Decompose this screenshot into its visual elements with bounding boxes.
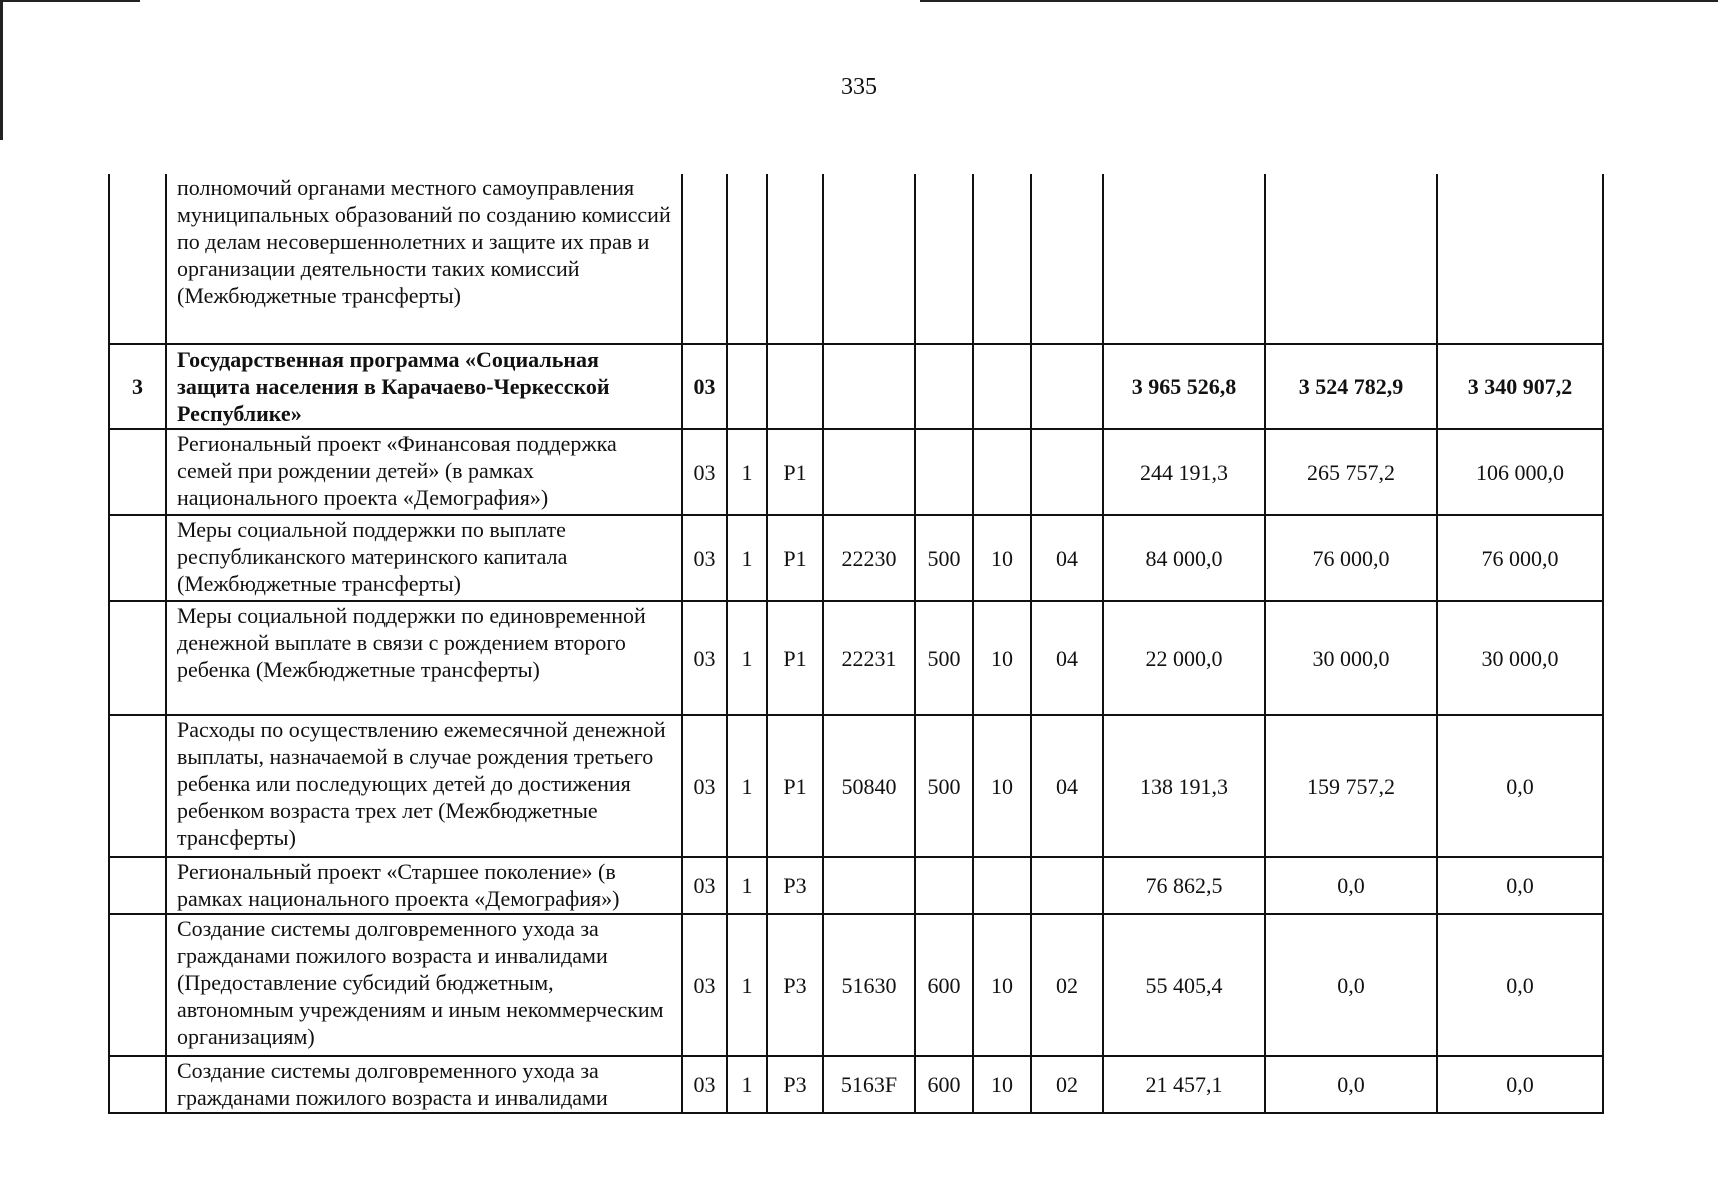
- row-code-c1: [682, 174, 727, 344]
- row-amount-v2: 30 000,0: [1265, 601, 1437, 715]
- row-number: [109, 715, 166, 857]
- row-code-c6: 10: [973, 515, 1031, 601]
- row-code-c6: 10: [973, 914, 1031, 1056]
- row-code-c1: 03: [682, 601, 727, 715]
- row-code-c4: [823, 344, 915, 429]
- row-amount-v2: 0,0: [1265, 857, 1437, 914]
- table-row: [109, 1056, 1603, 1113]
- row-code-c5: [915, 429, 973, 515]
- row-code-c4: 22230: [823, 515, 915, 601]
- row-amount-v2: [1265, 174, 1437, 344]
- row-amount-v3: 0,0: [1437, 914, 1603, 1056]
- row-code-c7: [1031, 174, 1103, 344]
- row-code-c3: [767, 174, 823, 344]
- row-number: [109, 174, 166, 344]
- row-description: полномочий органами местного самоуправления муниципальных образований по созданию комиссий по делам несовершеннолетних и защите их прав и организации деятельности таких комиссий (Межбюджетные трансферты): [166, 174, 682, 344]
- row-amount-v3: 76 000,0: [1437, 515, 1603, 601]
- row-code-c2: [727, 344, 767, 429]
- table-row: [109, 857, 1603, 914]
- row-code-c4: [823, 429, 915, 515]
- row-code-c5: 500: [915, 515, 973, 601]
- row-amount-v2: 0,0: [1265, 914, 1437, 1056]
- row-code-c1: 03: [682, 1056, 727, 1113]
- row-description: Создание системы долговременного ухода за гражданами пожилого возраста и инвалидами: [166, 1056, 682, 1113]
- row-code-c6: [973, 344, 1031, 429]
- row-code-c5: [915, 857, 973, 914]
- row-code-c3: P3: [767, 1056, 823, 1113]
- row-code-c6: [973, 429, 1031, 515]
- row-code-c5: 600: [915, 1056, 973, 1113]
- row-code-c2: 1: [727, 914, 767, 1056]
- row-code-c5: [915, 174, 973, 344]
- row-amount-v3: 0,0: [1437, 1056, 1603, 1113]
- page-number: 335: [841, 74, 877, 100]
- row-amount-v3: 106 000,0: [1437, 429, 1603, 515]
- row-code-c7: [1031, 429, 1103, 515]
- table-body: [109, 174, 1603, 1113]
- row-code-c4: 5163F: [823, 1056, 915, 1113]
- row-amount-v1: 55 405,4: [1103, 914, 1265, 1056]
- row-code-c5: 500: [915, 601, 973, 715]
- row-code-c1: 03: [682, 515, 727, 601]
- row-code-c3: P3: [767, 914, 823, 1056]
- row-amount-v1: 76 862,5: [1103, 857, 1265, 914]
- row-code-c1: 03: [682, 914, 727, 1056]
- row-amount-v2: 3 524 782,9: [1265, 344, 1437, 429]
- row-code-c5: 600: [915, 914, 973, 1056]
- row-number: [109, 515, 166, 601]
- row-code-c3: P3: [767, 857, 823, 914]
- row-code-c5: 500: [915, 715, 973, 857]
- row-description: Меры социальной поддержки по выплате республиканского материнского капитала (Межбюджетные трансферты): [166, 515, 682, 601]
- table-row: [109, 914, 1603, 1056]
- row-number: [109, 429, 166, 515]
- row-code-c1: 03: [682, 857, 727, 914]
- row-amount-v2: 0,0: [1265, 1056, 1437, 1113]
- table-row: [109, 715, 1603, 857]
- table-row: [109, 601, 1603, 715]
- row-code-c3: P1: [767, 429, 823, 515]
- row-code-c7: 04: [1031, 601, 1103, 715]
- row-amount-v1: 84 000,0: [1103, 515, 1265, 601]
- row-amount-v1: 21 457,1: [1103, 1056, 1265, 1113]
- row-code-c7: 04: [1031, 715, 1103, 857]
- table-row: [109, 429, 1603, 515]
- row-code-c7: [1031, 857, 1103, 914]
- row-amount-v1: 3 965 526,8: [1103, 344, 1265, 429]
- row-number: [109, 857, 166, 914]
- row-amount-v3: 3 340 907,2: [1437, 344, 1603, 429]
- row-code-c7: 04: [1031, 515, 1103, 601]
- row-amount-v3: 30 000,0: [1437, 601, 1603, 715]
- table-row: [109, 344, 1603, 429]
- row-number: [109, 1056, 166, 1113]
- row-code-c6: 10: [973, 1056, 1031, 1113]
- row-amount-v2: 76 000,0: [1265, 515, 1437, 601]
- row-code-c6: [973, 857, 1031, 914]
- row-code-c4: 50840: [823, 715, 915, 857]
- row-amount-v1: 244 191,3: [1103, 429, 1265, 515]
- row-code-c4: [823, 174, 915, 344]
- row-code-c3: P1: [767, 715, 823, 857]
- row-code-c5: [915, 344, 973, 429]
- row-amount-v2: 159 757,2: [1265, 715, 1437, 857]
- row-code-c2: [727, 174, 767, 344]
- row-code-c1: 03: [682, 344, 727, 429]
- row-code-c6: 10: [973, 601, 1031, 715]
- row-code-c2: 1: [727, 429, 767, 515]
- scan-edge-left: [0, 0, 3, 140]
- row-number: [109, 914, 166, 1056]
- row-code-c2: 1: [727, 1056, 767, 1113]
- row-description: Меры социальной поддержки по единовременной денежной выплате в связи с рождением второго ребенка (Межбюджетные трансферты): [166, 601, 682, 715]
- row-amount-v3: 0,0: [1437, 715, 1603, 857]
- row-code-c3: [767, 344, 823, 429]
- row-number: [109, 601, 166, 715]
- row-code-c3: P1: [767, 515, 823, 601]
- row-description: Региональный проект «Старшее поколение» (в рамках национального проекта «Демография»): [166, 857, 682, 914]
- row-amount-v3: [1437, 174, 1603, 344]
- row-code-c2: 1: [727, 601, 767, 715]
- scan-edge-top-left: [0, 0, 140, 2]
- table-row: [109, 515, 1603, 601]
- row-amount-v1: [1103, 174, 1265, 344]
- row-code-c1: 03: [682, 429, 727, 515]
- budget-table: [108, 174, 1604, 1114]
- row-description: Создание системы долговременного ухода за гражданами пожилого возраста и инвалидами (Предоставление субсидий бюджетным, автономным учреждениям и иным некоммерческим организациям): [166, 914, 682, 1056]
- row-amount-v1: 138 191,3: [1103, 715, 1265, 857]
- row-code-c2: 1: [727, 857, 767, 914]
- row-code-c2: 1: [727, 715, 767, 857]
- row-amount-v1: 22 000,0: [1103, 601, 1265, 715]
- row-code-c4: [823, 857, 915, 914]
- row-code-c2: 1: [727, 515, 767, 601]
- row-code-c3: P1: [767, 601, 823, 715]
- row-code-c6: 10: [973, 715, 1031, 857]
- row-code-c7: [1031, 344, 1103, 429]
- row-description: Расходы по осуществлению ежемесячной денежной выплаты, назначаемой в случае рождения третьего ребенка или последующих детей до достижения ребенком возраста трех лет (Межбюджетные трансферты): [166, 715, 682, 857]
- row-amount-v2: 265 757,2: [1265, 429, 1437, 515]
- row-amount-v3: 0,0: [1437, 857, 1603, 914]
- table-row: [109, 174, 1603, 344]
- row-code-c7: 02: [1031, 914, 1103, 1056]
- scan-edge-top-right: [920, 0, 1718, 2]
- row-code-c6: [973, 174, 1031, 344]
- row-number: 3: [109, 344, 166, 429]
- row-code-c4: 22231: [823, 601, 915, 715]
- row-description: Региональный проект «Финансовая поддержка семей при рождении детей» (в рамках национального проекта «Демография»): [166, 429, 682, 515]
- row-code-c1: 03: [682, 715, 727, 857]
- row-code-c7: 02: [1031, 1056, 1103, 1113]
- row-description: Государственная программа «Социальная защита населения в Карачаево-Черкесской Республике»: [166, 344, 682, 429]
- row-code-c4: 51630: [823, 914, 915, 1056]
